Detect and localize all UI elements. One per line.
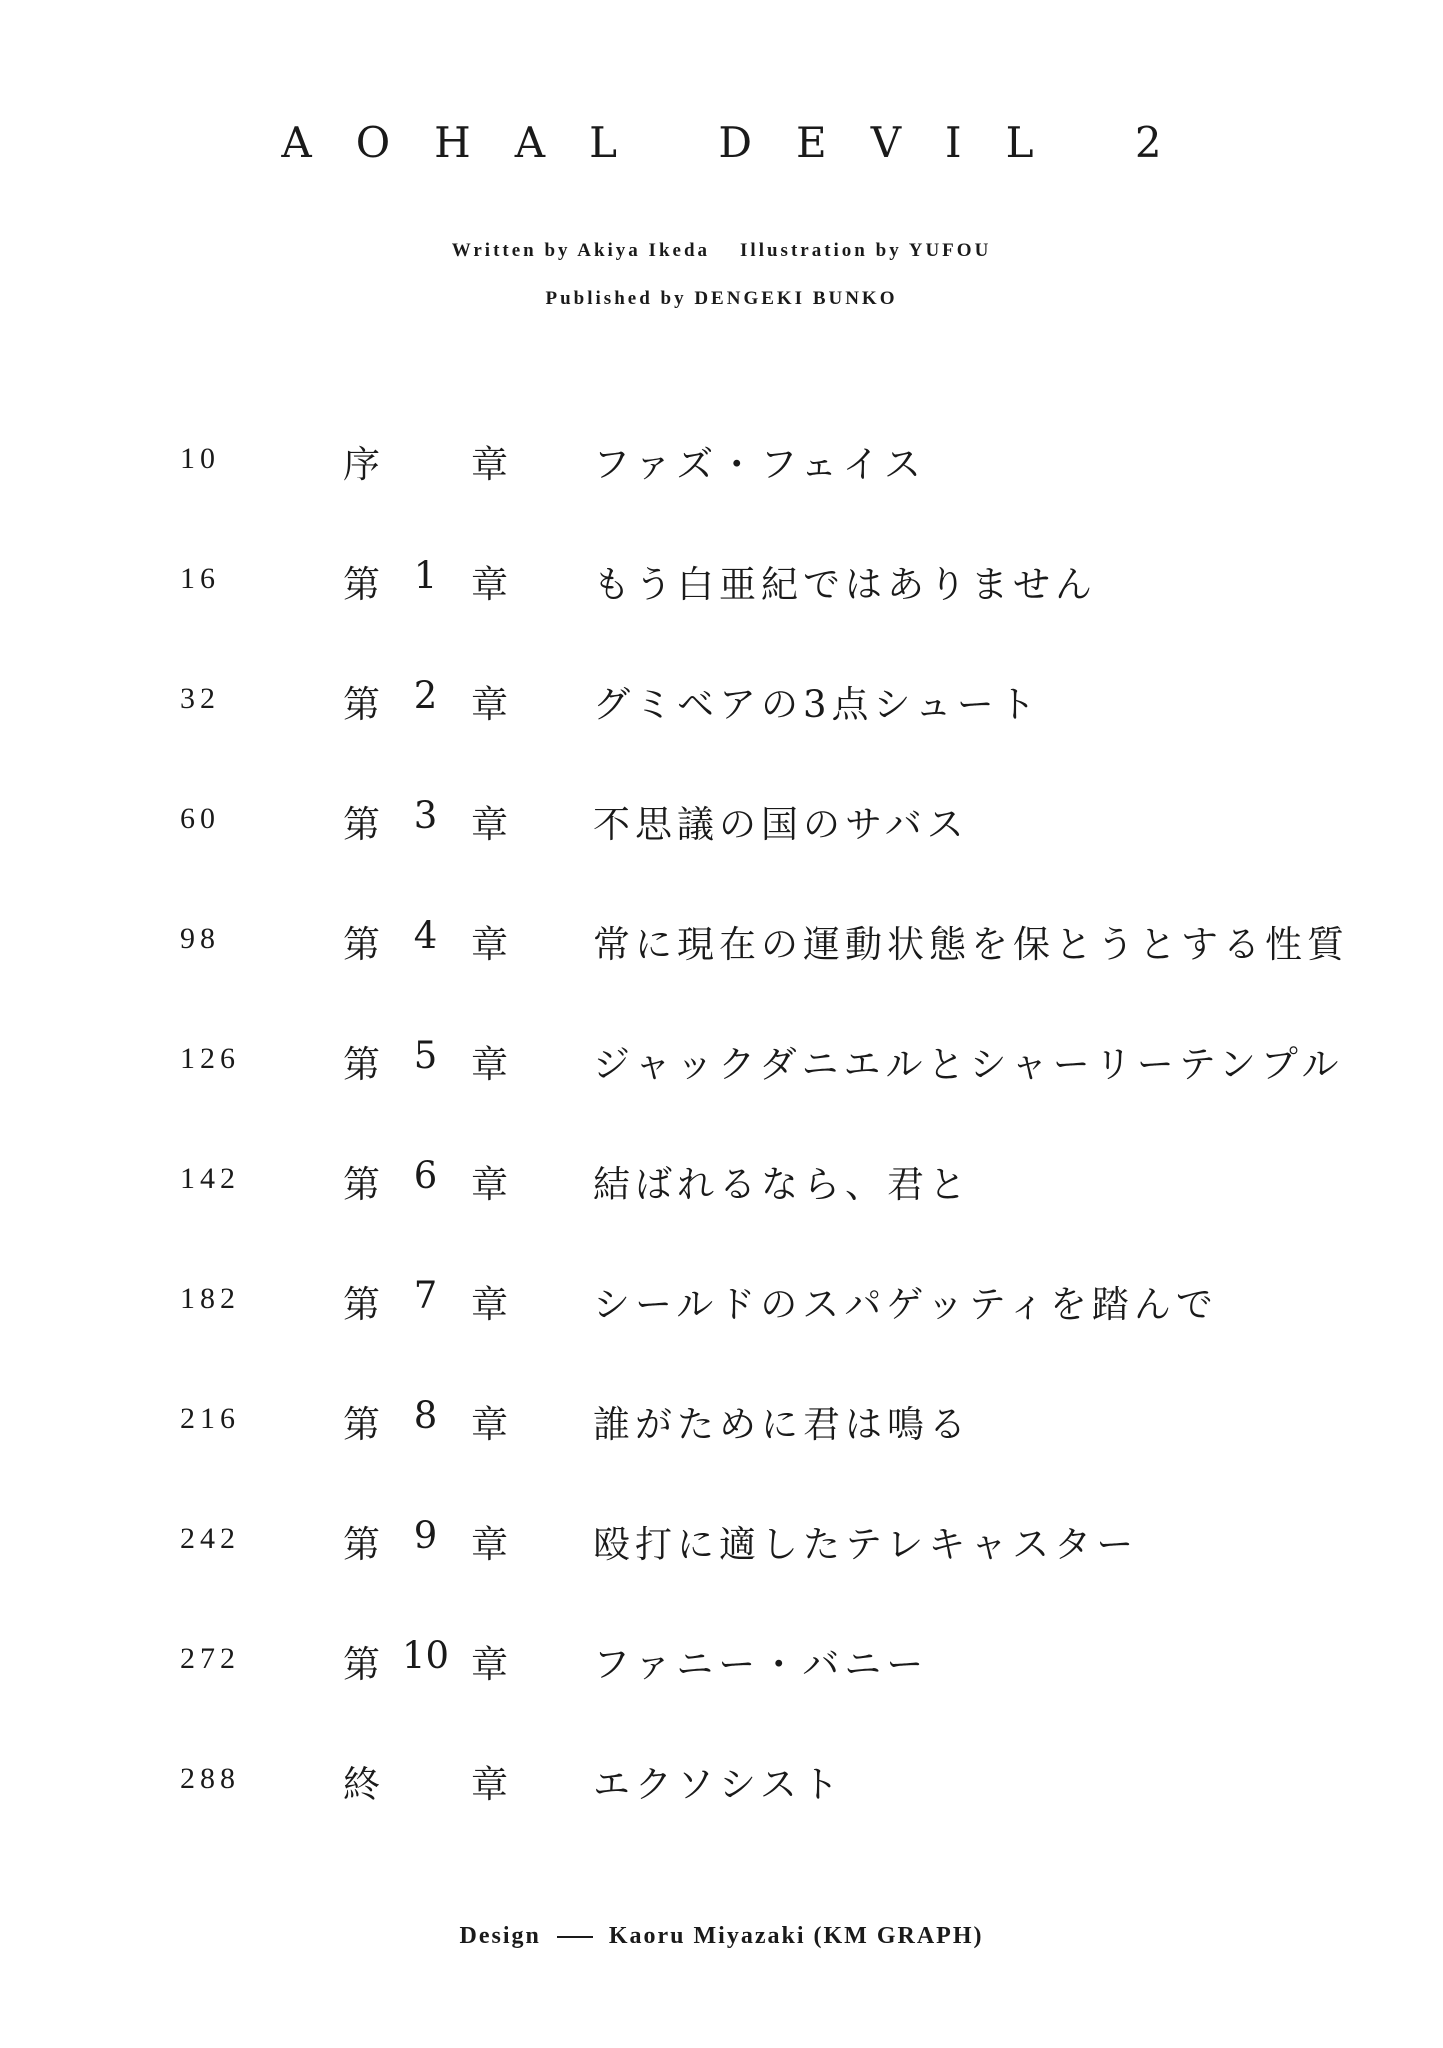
em-dash-divider — [557, 1936, 593, 1938]
toc-chapter-label-part: 章 — [470, 1403, 508, 1446]
table-of-contents — [0, 420, 1443, 1860]
toc-chapter-label-part: 章 — [470, 803, 508, 846]
toc-chapter-label-part: 章 — [471, 1643, 508, 1686]
toc-chapter-label-part: 第 — [343, 1163, 380, 1206]
toc-chapter-title: エクソシスト — [593, 1763, 844, 1806]
toc-chapter-label-part: 章 — [470, 683, 508, 726]
toc-page-number: 126 — [180, 1042, 240, 1075]
toc-chapter-label — [343, 554, 508, 608]
designer-name: Kaoru Miyazaki (KM GRAPH) — [608, 1923, 984, 1949]
toc-chapter-label-part: 7 — [413, 1274, 438, 1317]
toc-chapter-label — [343, 674, 508, 728]
toc-page-number: 98 — [180, 922, 220, 955]
toc-chapter-label-part: 章 — [470, 1523, 508, 1566]
toc-chapter-label-part: 1 — [413, 554, 438, 597]
toc-row — [0, 1740, 1443, 1860]
toc-chapter-label-part: 章 — [471, 1763, 508, 1806]
toc-chapter-title: ジャックダニエルとシャーリーテンプル — [593, 1043, 1344, 1086]
written-by-credit: Written by Akiya Ikeda — [451, 240, 711, 261]
illustration-credit: Illustration by YUFOU — [740, 240, 992, 261]
toc-chapter-label-part: 第 — [343, 1403, 380, 1446]
toc-chapter-label-part: 8 — [413, 1394, 438, 1437]
toc-chapter-label — [343, 1154, 508, 1208]
toc-chapter-label-part: 6 — [413, 1154, 438, 1197]
toc-chapter-title: シールドのスパゲッティを踏んで — [593, 1283, 1218, 1326]
toc-chapter-title: 結ばれるなら、君と — [593, 1163, 971, 1206]
toc-chapter-title: ファニー・バニー — [593, 1643, 929, 1686]
toc-chapter-title: 殴打に適したテレキャスター — [593, 1523, 1139, 1566]
toc-page-number: 272 — [180, 1642, 240, 1675]
toc-chapter-label — [343, 914, 508, 968]
toc-chapter-label-part: 第 — [343, 1283, 380, 1326]
toc-page-number: 32 — [180, 682, 220, 715]
book-title: AOHAL DEVIL 2 — [281, 118, 1206, 167]
credits-line-2 — [0, 288, 1443, 310]
toc-row — [0, 1140, 1443, 1260]
toc-chapter-label-part: 章 — [471, 443, 508, 486]
toc-page-number: 288 — [180, 1762, 240, 1795]
toc-chapter-label-part: 第 — [343, 683, 380, 726]
toc-chapter-title: ファズ・フェイス — [593, 443, 927, 486]
toc-row — [0, 1500, 1443, 1620]
toc-chapter-label-part: 終 — [343, 1763, 380, 1806]
toc-chapter-label — [343, 1034, 508, 1088]
toc-page-number: 16 — [180, 562, 220, 595]
toc-page-number: 142 — [180, 1162, 240, 1195]
toc-chapter-label-part: 章 — [470, 1043, 508, 1086]
toc-row — [0, 1620, 1443, 1740]
toc-chapter-label-part: 4 — [413, 914, 438, 957]
toc-chapter-label-part: 第 — [343, 923, 380, 966]
toc-chapter-title: グミベアの3点シュート — [593, 683, 1041, 726]
toc-chapter-label — [343, 794, 508, 848]
toc-page-number: 216 — [180, 1402, 240, 1435]
toc-chapter-label — [343, 434, 508, 488]
credits-line-1 — [0, 240, 1443, 262]
toc-row — [0, 1020, 1443, 1140]
toc-row — [0, 540, 1443, 660]
publisher-credit: Published by DENGEKI BUNKO — [545, 288, 898, 309]
toc-chapter-label-part: 第 — [343, 803, 380, 846]
toc-chapter-title: 誰がために君は鳴る — [593, 1403, 971, 1446]
toc-chapter-title: もう白亜紀ではありません — [593, 563, 1097, 606]
toc-chapter-label-part: 5 — [413, 1034, 438, 1077]
toc-chapter-label-part: 章 — [470, 563, 508, 606]
toc-chapter-label — [343, 1514, 508, 1568]
toc-chapter-label-part: 第 — [343, 1043, 380, 1086]
toc-page-number: 182 — [180, 1282, 240, 1315]
toc-chapter-label-part: 序 — [343, 443, 380, 486]
toc-chapter-label-part: 9 — [413, 1514, 438, 1557]
toc-chapter-label-part: 章 — [470, 1283, 508, 1326]
toc-chapter-label-part: 2 — [413, 674, 438, 717]
toc-row — [0, 780, 1443, 900]
design-credit — [0, 1923, 1443, 1950]
toc-chapter-label — [343, 1634, 508, 1688]
toc-chapter-title: 不思議の国のサバス — [593, 803, 969, 846]
toc-chapter-label — [343, 1394, 508, 1448]
toc-chapter-label-part: 10 — [401, 1634, 450, 1677]
toc-row — [0, 1260, 1443, 1380]
toc-chapter-label-part: 第 — [343, 563, 380, 606]
toc-chapter-label — [343, 1754, 508, 1808]
toc-chapter-label-part: 第 — [343, 1523, 380, 1566]
toc-chapter-label-part: 3 — [413, 794, 438, 837]
design-label: Design — [459, 1923, 541, 1949]
toc-chapter-label-part: 章 — [470, 923, 508, 966]
toc-row — [0, 660, 1443, 780]
toc-chapter-label-part: 章 — [470, 1163, 508, 1206]
toc-row — [0, 900, 1443, 1020]
toc-chapter-title: 常に現在の運動状態を保とうとする性質 — [593, 923, 1349, 966]
toc-page-number: 60 — [180, 802, 220, 835]
toc-page-number: 242 — [180, 1522, 240, 1555]
toc-page-number: 10 — [180, 442, 220, 475]
toc-chapter-label-part: 第 — [343, 1643, 380, 1686]
toc-row — [0, 1380, 1443, 1500]
toc-chapter-label — [343, 1274, 508, 1328]
toc-row — [0, 420, 1443, 540]
